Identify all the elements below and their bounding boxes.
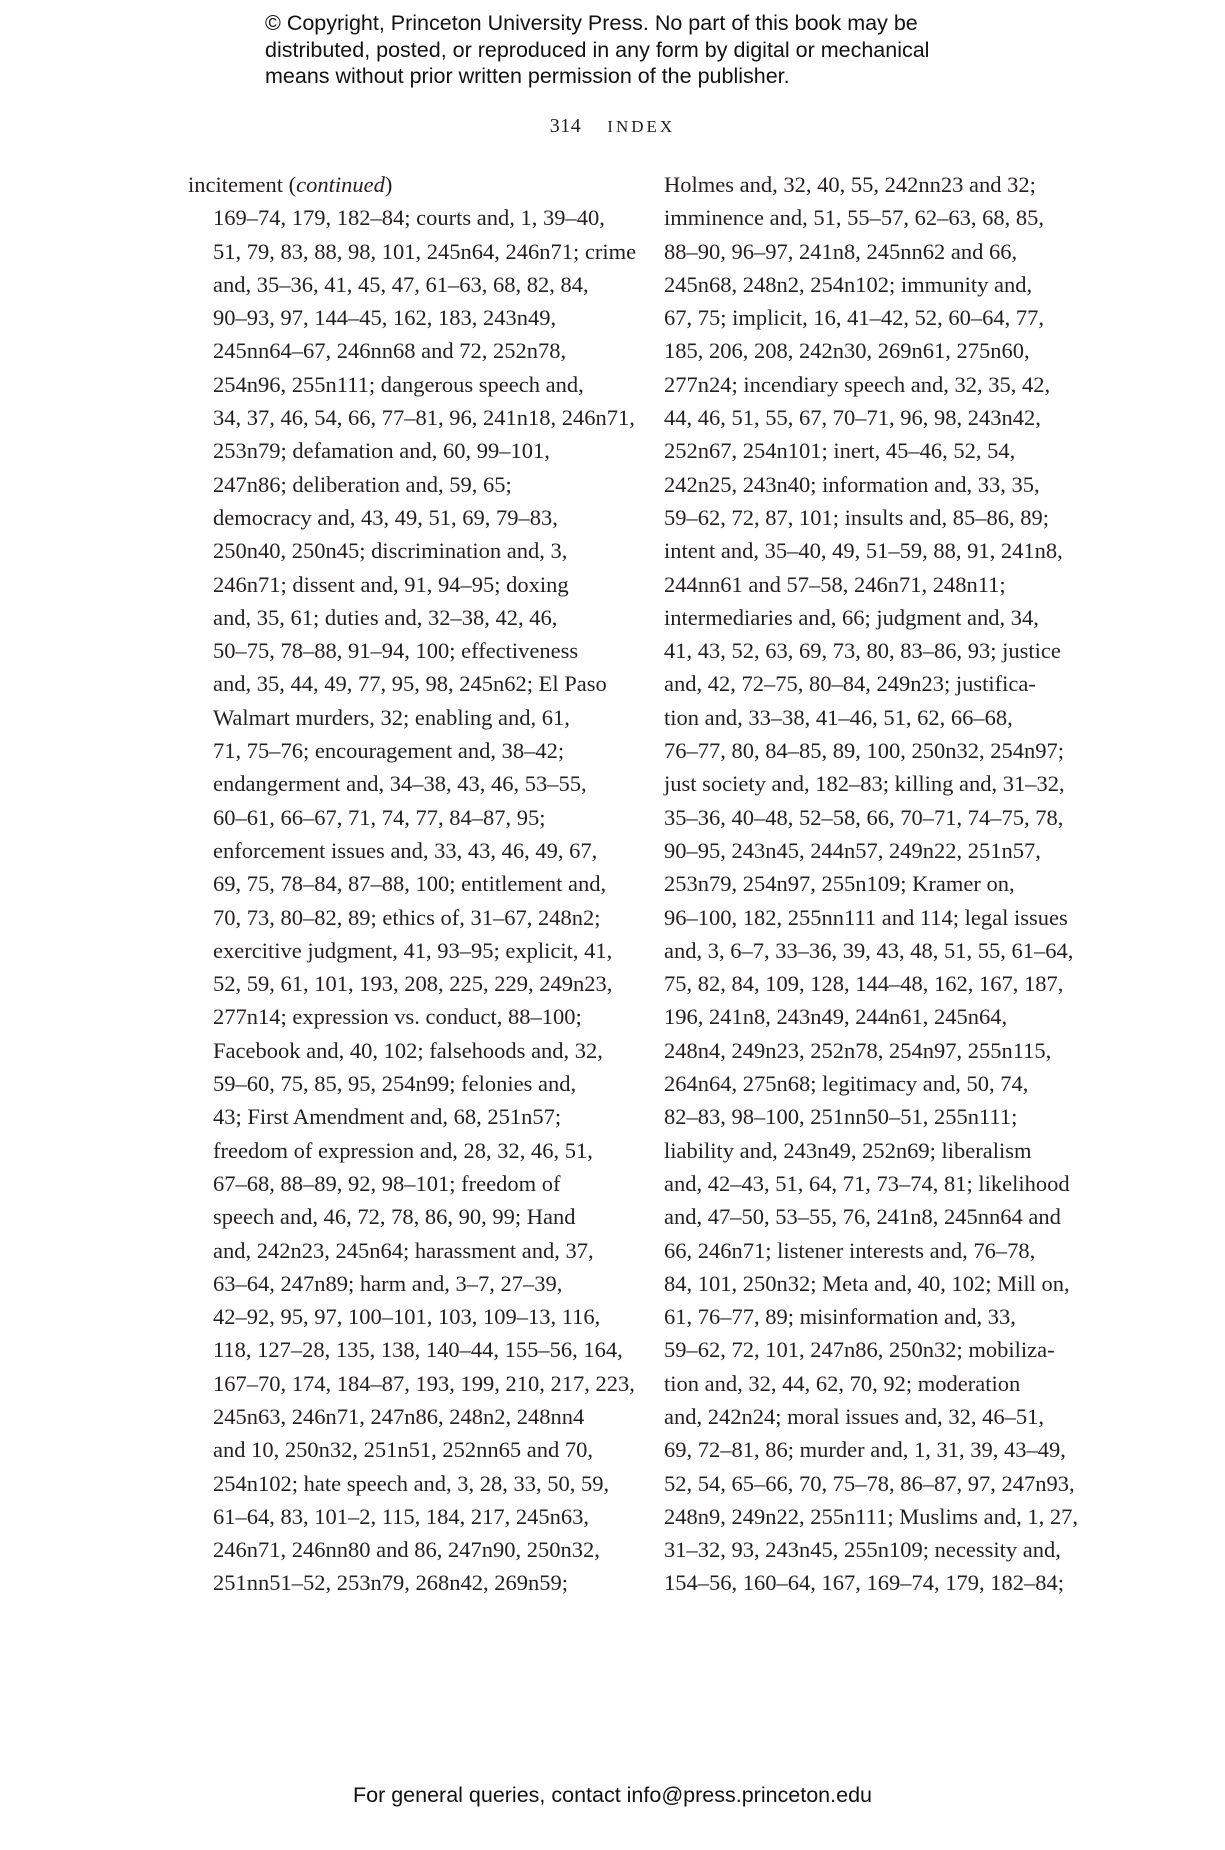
running-head bbox=[0, 114, 1225, 139]
index-line: enforcement issues and, 33, 43, 46, 49, 67, bbox=[213, 837, 598, 863]
index-line: 246n71; dissent and, 91, 94–95; doxing bbox=[213, 571, 569, 597]
index-line: 82–83, 98–100, 251nn50–51, 255n111; bbox=[664, 1104, 1018, 1130]
index-line: liability and, 243n49, 252n69; liberalism bbox=[664, 1137, 1032, 1163]
index-line: 242n25, 243n40; information and, 33, 35, bbox=[664, 471, 1040, 497]
index-line: 52, 59, 61, 101, 193, 208, 225, 229, 249n23, bbox=[213, 971, 613, 997]
index-line: 67, 75; implicit, 16, 41–42, 52, 60–64, 77, bbox=[664, 305, 1044, 331]
index-line: 247n86; deliberation and, 59, 65; bbox=[213, 471, 512, 497]
index-line: 41, 43, 52, 63, 69, 73, 80, 83–86, 93; justice bbox=[664, 638, 1061, 664]
index-line: 71, 75–76; encouragement and, 38–42; bbox=[213, 738, 565, 764]
index-line: 169–74, 179, 182–84; courts and, 1, 39–40, bbox=[213, 205, 605, 231]
index-line: 61–64, 83, 101–2, 115, 184, 217, 245n63, bbox=[213, 1503, 590, 1529]
index-line: 253n79, 254n97, 255n109; Kramer on, bbox=[664, 871, 1015, 897]
footer-contact: For general queries, contact info@press.princeton.edu bbox=[352, 1783, 872, 1807]
index-line: 264n64, 275n68; legitimacy and, 50, 74, bbox=[664, 1071, 1029, 1097]
index-line: 42–92, 95, 97, 100–101, 103, 109–13, 116, bbox=[213, 1304, 601, 1330]
index-line: 63–64, 247n89; harm and, 3–7, 27–39, bbox=[213, 1270, 563, 1296]
index-line: 196, 241n8, 243n49, 244n61, 245n64, bbox=[664, 1004, 1008, 1030]
index-column-left bbox=[188, 168, 637, 1600]
index-line: 251nn51–52, 253n79, 268n42, 269n59; bbox=[213, 1570, 569, 1596]
index-line: 250n40, 250n45; discrimination and, 3, bbox=[213, 538, 568, 564]
index-line: 254n102; hate speech and, 3, 28, 33, 50, 59, bbox=[213, 1470, 610, 1496]
index-line: 246n71, 246nn80 and 86, 247n90, 250n32, bbox=[213, 1537, 600, 1563]
index-line: 60–61, 66–67, 71, 74, 77, 84–87, 95; bbox=[213, 804, 546, 830]
index-line: 31–32, 93, 243n45, 255n109; necessity and, bbox=[664, 1537, 1061, 1563]
index-line: intermediaries and, 66; judgment and, 34, bbox=[664, 604, 1039, 630]
index-subentries-right bbox=[664, 168, 1078, 1600]
index-line: 84, 101, 250n32; Meta and, 40, 102; Mill on, bbox=[664, 1270, 1070, 1296]
index-line: 59–60, 75, 85, 95, 254n99; felonies and, bbox=[213, 1071, 577, 1097]
index-line: 69, 75, 78–84, 87–88, 100; entitlement and, bbox=[213, 871, 607, 897]
copyright-line: distributed, posted, or reproduced in any form by digital or mechanical bbox=[265, 37, 930, 62]
copyright-line: © Copyright, Princeton University Press. No part of this book may be bbox=[265, 11, 918, 35]
index-line: and, 47–50, 53–55, 76, 241n8, 245nn64 and bbox=[664, 1204, 1061, 1230]
copyright-line: means without prior written permission of the publisher. bbox=[265, 64, 790, 88]
index-line: endangerment and, 34–38, 43, 46, 53–55, bbox=[213, 771, 587, 797]
index-line: 50–75, 78–88, 91–94, 100; effectiveness bbox=[213, 638, 579, 664]
index-line: imminence and, 51, 55–57, 62–63, 68, 85, bbox=[664, 205, 1044, 231]
index-line: 88–90, 96–97, 241n8, 245nn62 and 66, bbox=[664, 238, 1018, 264]
index-line: 52, 54, 65–66, 70, 75–78, 86–87, 97, 247n93, bbox=[664, 1470, 1075, 1496]
running-head-title: INDEX bbox=[607, 117, 676, 136]
index-line: 277n24; incendiary speech and, 32, 35, 42, bbox=[664, 371, 1051, 397]
index-line: 90–93, 97, 144–45, 162, 183, 243n49, bbox=[213, 305, 557, 331]
index-line: exercitive judgment, 41, 93–95; explicit, 41, bbox=[213, 937, 613, 963]
index-line: 43; First Amendment and, 68, 251n57; bbox=[213, 1104, 562, 1130]
index-line: democracy and, 43, 49, 51, 69, 79–83, bbox=[213, 504, 558, 530]
index-line: 244nn61 and 57–58, 246n71, 248n11; bbox=[664, 571, 1006, 597]
index-entry-term: incitement bbox=[188, 172, 283, 197]
index-line: 254n96, 255n111; dangerous speech and, bbox=[213, 371, 584, 397]
index-line: 34, 37, 46, 54, 66, 77–81, 96, 241n18, 246n71, bbox=[213, 405, 635, 431]
index-line: 248n9, 249n22, 255n111; Muslims and, 1, 27, bbox=[664, 1503, 1078, 1529]
index-line: 252n67, 254n101; inert, 45–46, 52, 54, bbox=[664, 438, 1016, 464]
index-line: and 10, 250n32, 251n51, 252nn65 and 70, bbox=[213, 1437, 593, 1463]
index-entry-qualifier: continued bbox=[296, 172, 385, 197]
index-line: 185, 206, 208, 242n30, 269n61, 275n60, bbox=[664, 338, 1030, 364]
page-number: 314 bbox=[549, 115, 582, 137]
index-line: 154–56, 160–64, 167, 169–74, 179, 182–84; bbox=[664, 1570, 1065, 1596]
index-line: 277n14; expression vs. conduct, 88–100; bbox=[213, 1004, 582, 1030]
index-line: 245n68, 248n2, 254n102; immunity and, bbox=[664, 271, 1033, 297]
index-line: and, 35–36, 41, 45, 47, 61–63, 68, 82, 84, bbox=[213, 271, 589, 297]
index-column-right bbox=[664, 168, 1078, 1600]
index-line: 59–62, 72, 101, 247n86, 250n32; mobiliza- bbox=[664, 1337, 1055, 1363]
index-line: and, 35, 61; duties and, 32–38, 42, 46, bbox=[213, 604, 558, 630]
index-line: 167–70, 174, 184–87, 193, 199, 210, 217, 223, bbox=[213, 1370, 635, 1396]
index-line: 70, 73, 80–82, 89; ethics of, 31–67, 248n2; bbox=[213, 904, 601, 930]
index-line: freedom of expression and, 28, 32, 46, 51, bbox=[213, 1137, 593, 1163]
index-line: 245nn64–67, 246nn68 and 72, 252n78, bbox=[213, 338, 567, 364]
index-line: and, 42, 72–75, 80–84, 249n23; justifica- bbox=[664, 671, 1036, 697]
index-line: 248n4, 249n23, 252n78, 254n97, 255n115, bbox=[664, 1037, 1052, 1063]
index-line: 245n63, 246n71, 247n86, 248n2, 248nn4 bbox=[213, 1403, 585, 1429]
index-line: and, 35, 44, 49, 77, 95, 98, 245n62; El Paso bbox=[213, 671, 607, 697]
index-line: 51, 79, 83, 88, 98, 101, 245n64, 246n71; crime bbox=[213, 238, 637, 264]
index-line: just society and, 182–83; killing and, 31–32, bbox=[664, 771, 1065, 797]
index-line: tion and, 33–38, 41–46, 51, 62, 66–68, bbox=[664, 704, 1013, 730]
index-line: and, 242n24; moral issues and, 32, 46–51, bbox=[664, 1403, 1044, 1429]
index-line: and, 242n23, 245n64; harassment and, 37, bbox=[213, 1237, 594, 1263]
index-line: Facebook and, 40, 102; falsehoods and, 32, bbox=[213, 1037, 603, 1063]
index-line: 76–77, 80, 84–85, 89, 100, 250n32, 254n97; bbox=[664, 738, 1065, 764]
index-line: and, 42–43, 51, 64, 71, 73–74, 81; likelihood bbox=[664, 1170, 1070, 1196]
index-subentries-left bbox=[188, 201, 637, 1599]
index-line: 61, 76–77, 89; misinformation and, 33, bbox=[664, 1304, 1016, 1330]
index-line: 67–68, 88–89, 92, 98–101; freedom of bbox=[213, 1170, 561, 1196]
index-line: 35–36, 40–48, 52–58, 66, 70–71, 74–75, 78, bbox=[664, 804, 1064, 830]
index-line: 118, 127–28, 135, 138, 140–44, 155–56, 164, bbox=[213, 1337, 623, 1363]
index-line: and, 3, 6–7, 33–36, 39, 43, 48, 51, 55, 61–64, bbox=[664, 937, 1074, 963]
index-line: 75, 82, 84, 109, 128, 144–48, 162, 167, 187, bbox=[664, 971, 1064, 997]
index-line: intent and, 35–40, 49, 51–59, 88, 91, 241n8, bbox=[664, 538, 1063, 564]
index-line: 44, 46, 51, 55, 67, 70–71, 96, 98, 243n42, bbox=[664, 405, 1041, 431]
index-line: Holmes and, 32, 40, 55, 242nn23 and 32; bbox=[664, 172, 1036, 197]
index-line: tion and, 32, 44, 62, 70, 92; moderation bbox=[664, 1370, 1021, 1396]
index-line: Walmart murders, 32; enabling and, 61, bbox=[213, 704, 570, 730]
index-line: 253n79; defamation and, 60, 99–101, bbox=[213, 438, 550, 464]
index-line: speech and, 46, 72, 78, 86, 90, 99; Hand bbox=[213, 1204, 576, 1230]
index-line: 69, 72–81, 86; murder and, 1, 31, 39, 43–49, bbox=[664, 1437, 1066, 1463]
index-line: 59–62, 72, 87, 101; insults and, 85–86, 89; bbox=[664, 504, 1050, 530]
copyright-notice bbox=[265, 10, 985, 90]
index-entry-heading: incitement (continued) bbox=[188, 172, 393, 197]
index-line: 96–100, 182, 255nn111 and 114; legal issues bbox=[664, 904, 1068, 930]
index-line: 66, 246n71; listener interests and, 76–78, bbox=[664, 1237, 1036, 1263]
index-line: 90–95, 243n45, 244n57, 249n22, 251n57, bbox=[664, 837, 1041, 863]
